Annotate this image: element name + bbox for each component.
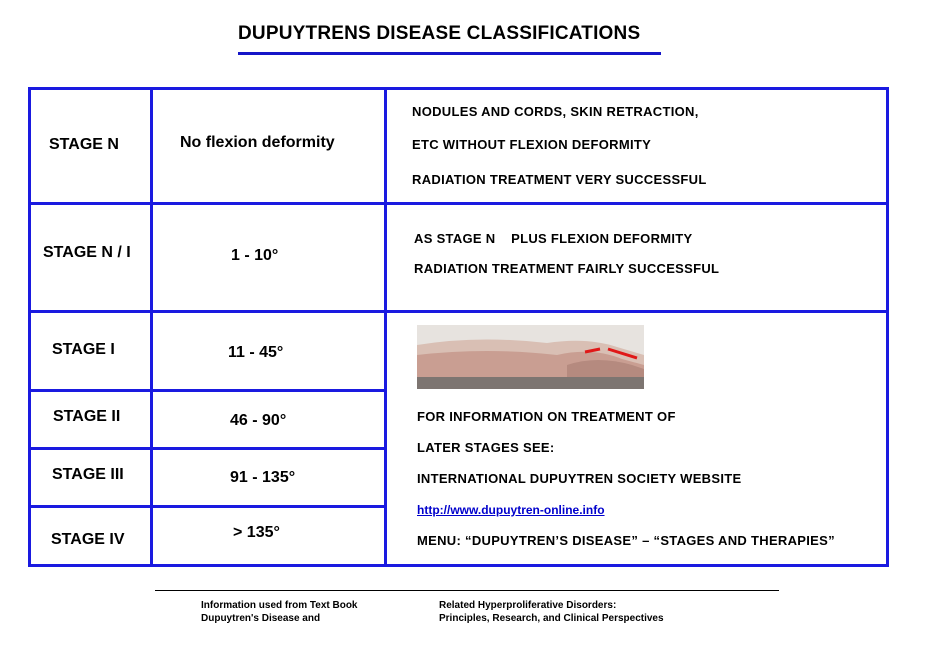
row-divider-5: [28, 505, 387, 508]
page-title: DUPUYTRENS DISEASE CLASSIFICATIONS: [238, 23, 641, 44]
stage-label: STAGE III: [52, 466, 124, 483]
hand-photo-icon: [417, 325, 644, 389]
table-border-right: [886, 87, 889, 567]
flexion-value: > 135°: [233, 524, 280, 541]
footer-text: Information used from Text Book: [201, 600, 358, 611]
stage-label: STAGE I: [52, 341, 115, 358]
row-divider-3: [28, 389, 387, 392]
menu-path: MENU: “DUPUYTREN’S DISEASE” – “STAGES AND THERAPIES”: [417, 533, 835, 548]
description-line: RADIATION TREATMENT VERY SUCCESSFUL: [412, 172, 707, 187]
stage-label: STAGE II: [53, 408, 121, 425]
footer-divider: [155, 590, 779, 591]
flexion-value: 91 - 135°: [230, 469, 296, 486]
stage-label: STAGE N / I: [43, 244, 131, 261]
title-underline: [238, 52, 661, 55]
website-link[interactable]: http://www.dupuytren-online.info: [417, 503, 605, 517]
stage-label: STAGE IV: [51, 531, 125, 548]
column-divider-1: [150, 87, 153, 567]
description-line: ETC WITHOUT FLEXION DEFORMITY: [412, 137, 652, 152]
footer-text: Related Hyperproliferative Disorders:: [439, 600, 617, 611]
table-border-left: [28, 87, 31, 567]
info-line: INTERNATIONAL DUPUYTREN SOCIETY WEBSITE: [417, 471, 742, 486]
footer-left: [201, 599, 358, 625]
footer-text: Principles, Research, and Clinical Perspectives: [439, 613, 664, 624]
info-line: FOR INFORMATION ON TREATMENT OF: [417, 409, 676, 424]
description-line: RADIATION TREATMENT FAIRLY SUCCESSFUL: [414, 261, 720, 276]
info-line: LATER STAGES SEE:: [417, 440, 555, 455]
footer-text: Dupuytren's Disease and: [201, 613, 321, 624]
column-divider-2: [384, 87, 387, 567]
row-divider-1: [28, 202, 889, 205]
stage-label: STAGE N: [49, 136, 119, 153]
table-border-bottom: [28, 564, 889, 567]
flexion-value: 1 - 10°: [231, 247, 279, 264]
row-divider-2: [28, 310, 889, 313]
description-line: NODULES AND CORDS, SKIN RETRACTION,: [412, 104, 699, 119]
table-border-top: [28, 87, 889, 90]
flexion-value: 46 - 90°: [230, 412, 287, 429]
description-line: AS STAGE N PLUS FLEXION DEFORMITY: [414, 231, 693, 246]
row-divider-4: [28, 447, 387, 450]
flexion-value: No flexion deformity: [180, 134, 335, 151]
footer-right: [439, 599, 664, 625]
flexion-value: 11 - 45°: [228, 344, 284, 361]
